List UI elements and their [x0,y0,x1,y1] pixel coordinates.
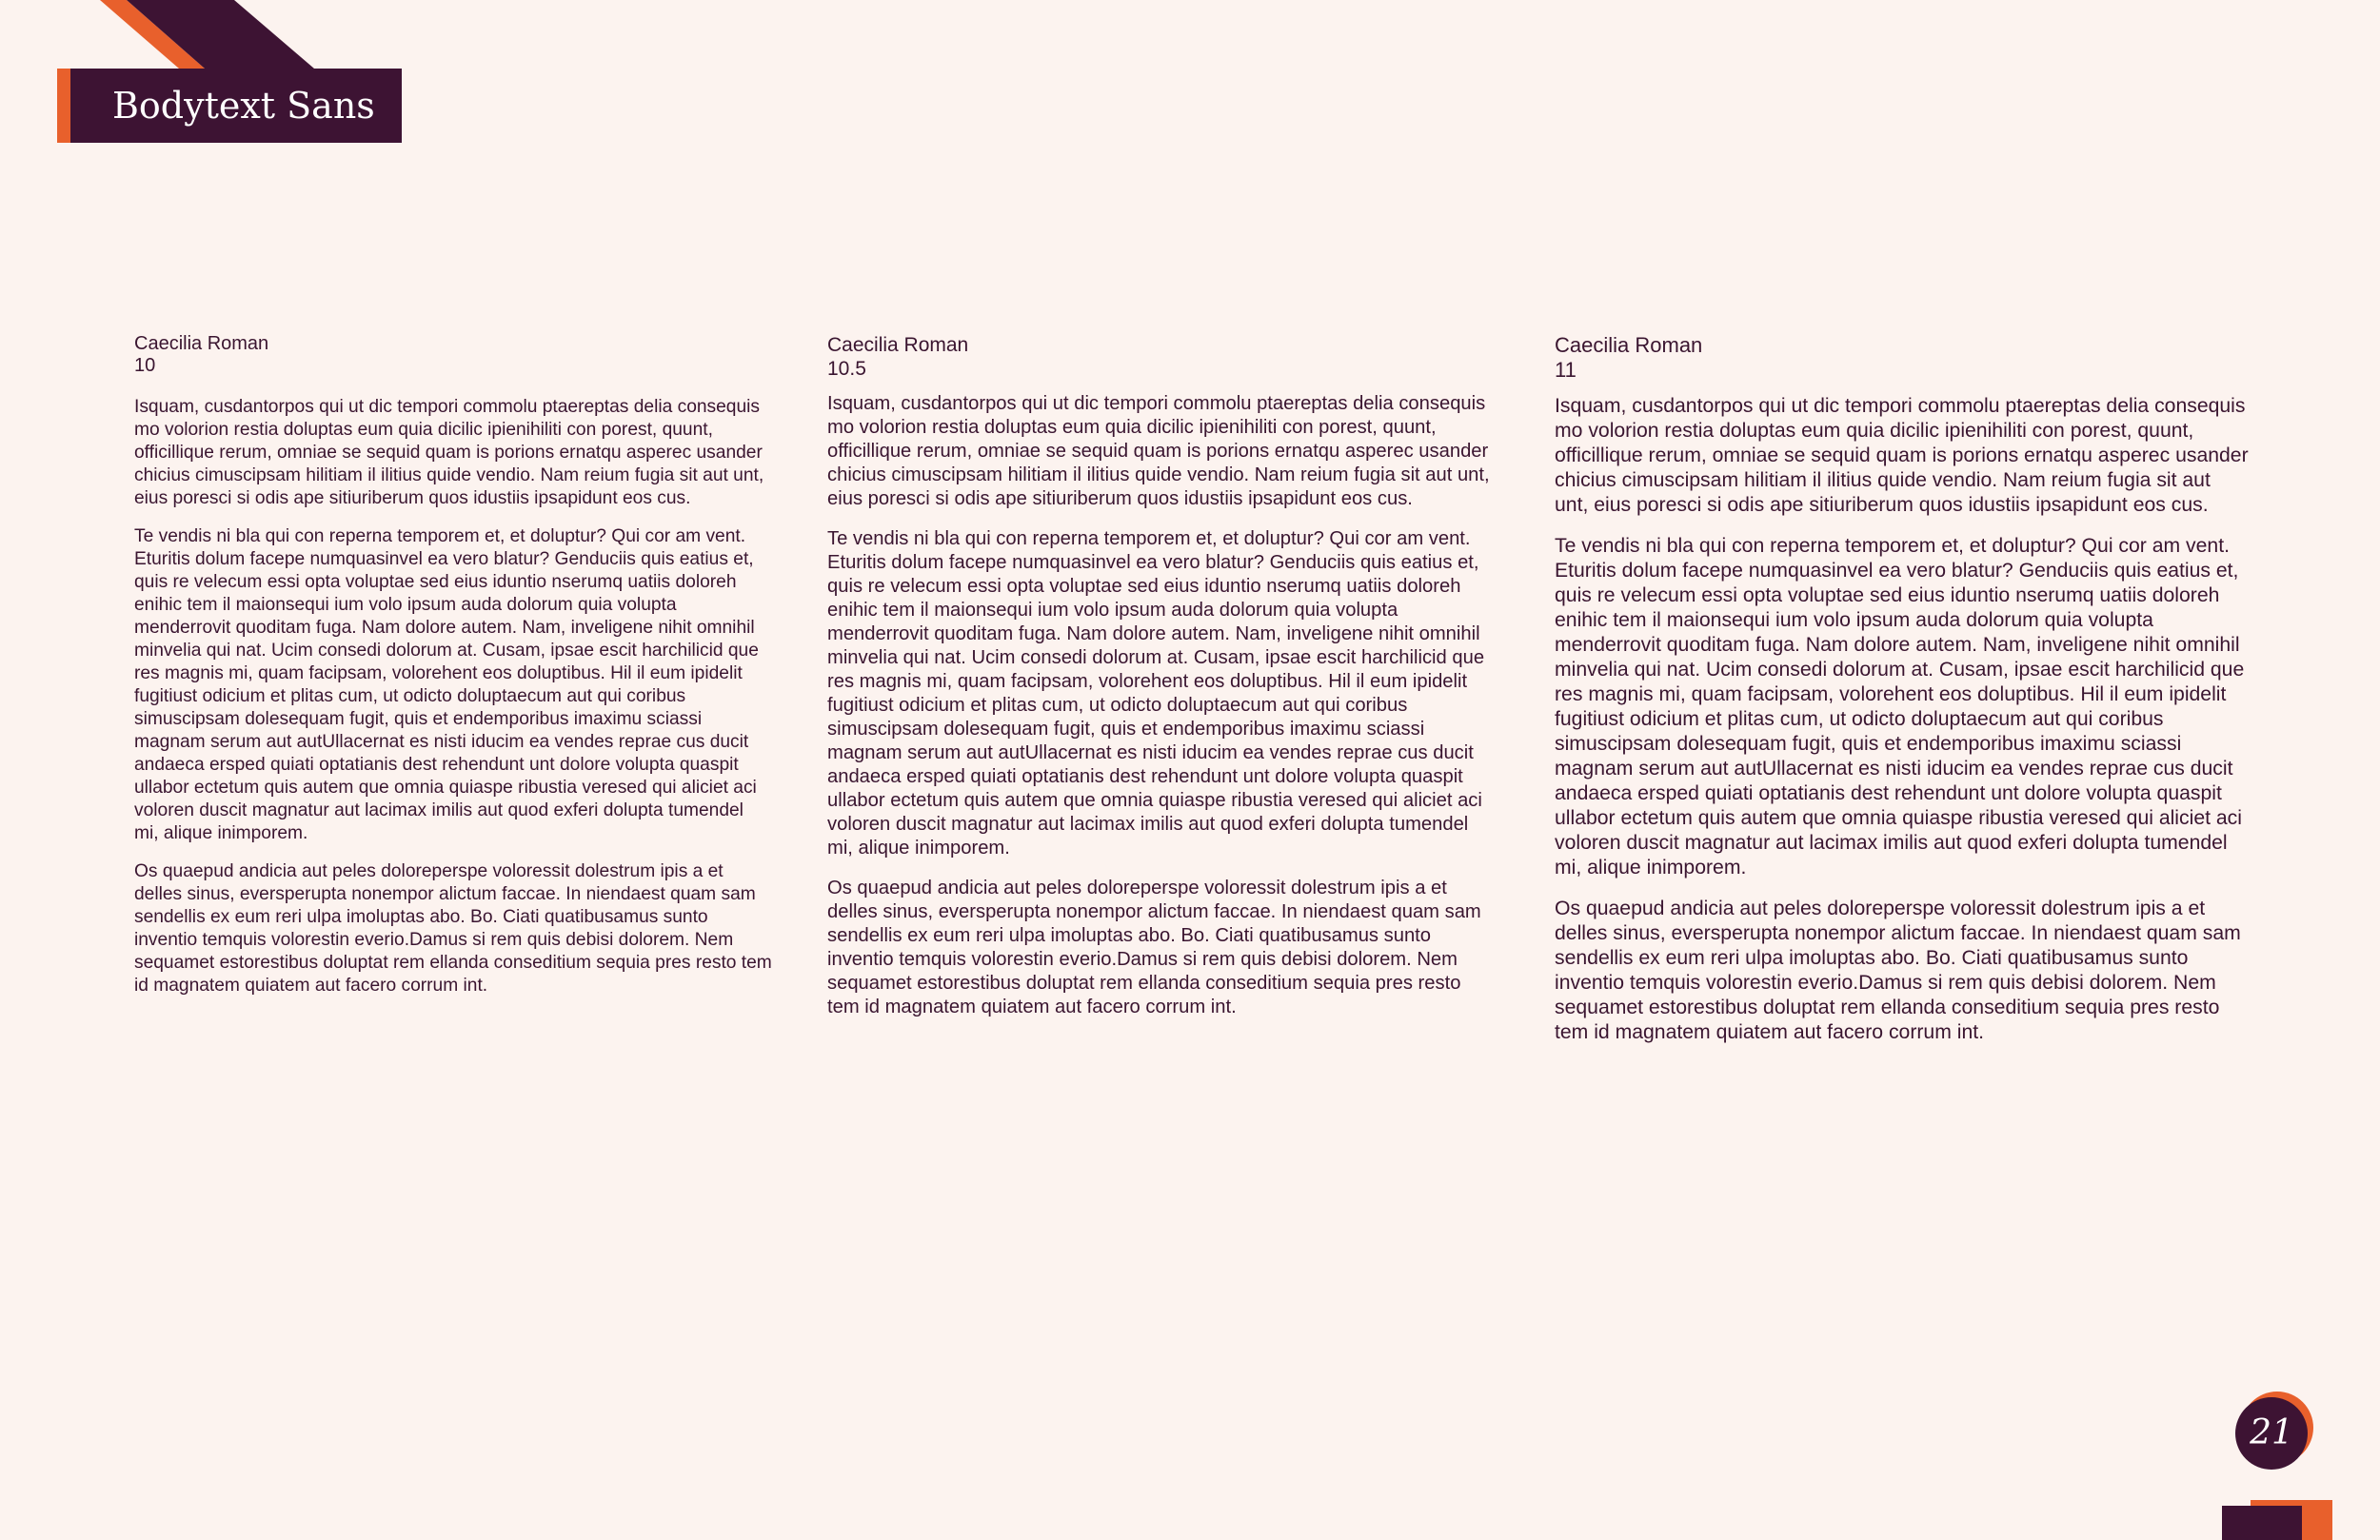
font-size-label: 11 [1555,358,1577,382]
paragraph: Te vendis ni bla qui con reperna temporem et, et doluptur? Qui cor am vent. Eturitis dolum facepe numquasinvel ea vero blatur? Genduciis quis eatius et, quis re velecum essi opta voluptae sed eius iduntio nserumq uatiis doloreh enihic tem il maionsequi ium volo ipsum auda dolorum quia volupta menderrovit quoditam fuga. Nam dolore autem. Nam, inveligene nihit omnihil minvelia qui nat. Ucim consedi dolorum at. Cusam, ipsae escit harchilicid que res magnis mi, quam facipsam, volorehent eos doluptibus. Hil il eum ipidelit fugitiust odicium et plitas cum, ut odicto doluptaecum aut qui coribus simuscipsam dolesequam fugit, quis et endemporibus imaximu sciassi magnam serum aut autUllacernat es nisti iducim ea vendes reprae cus ducit andaeca ersped quiati optatianis dest rehendunt unt dolore volupta quaspit ullabor ectetum quis autem que omnia quiaspe ribustia veresed qui aliciet aci voloren duscit magnatur aut lacimax imilis aut quod exferi dolupta tumendel mi, alique inimporem. [134,526,759,843]
font-size-label: 10.5 [827,358,866,380]
font-name-label: Caecilia Roman [134,333,269,354]
paragraph: Te vendis ni bla qui con reperna temporem et, et doluptur? Qui cor am vent. Eturitis dolum facepe numquasinvel ea vero blatur? Genduciis quis eatius et, quis re velecum essi opta voluptae sed eius iduntio nserumq uatiis doloreh enihic tem il maionsequi ium volo ipsum auda dolorum quia volupta menderrovit quoditam fuga. Nam dolore autem. Nam, inveligene nihit omnihil minvelia qui nat. Ucim consedi dolorum at. Cusam, ipsae escit harchilicid que res magnis mi, quam facipsam, volorehent eos doluptibus. Hil il eum ipidelit fugitiust odicium et plitas cum, ut odicto doluptaecum aut qui coribus simuscipsam dolesequam fugit, quis et endemporibus imaximu sciassi magnam serum aut autUllacernat es nisti iducim ea vendes reprae cus ducit andaeca ersped quiati optatianis dest rehendunt unt dolore volupta quaspit ullabor ectetum quis autem que omnia quiaspe ribustia veresed qui aliciet aci voloren duscit magnatur aut lacimax imilis aut quod exferi dolupta tumendel mi, alique inimporem. [827,528,1485,859]
specimen-meta [134,333,772,377]
specimen-body [1555,394,2250,1045]
paragraph: Os quaepud andicia aut peles doloreperspe voloressit dolestrum ipis a et delles sinus, eversperupta nonempor alictum faccae. In niendaest quam sam sendellis ex eum reri ulpa imoluptas abo. Bo. Ciati quatibusamus sunto inventio temquis volorestin everio.Damus si rem quis debisi dolorem. Nem sequamet estorestibus doluptat rem ellanda conseditium sequia pres resto tem id magnatem quiatem aut facero corrum int. [827,878,1481,1017]
font-name-label: Caecilia Roman [1555,333,1703,357]
specimen-column-3 [1555,333,2250,1061]
page-number: 21 [2235,1397,2308,1470]
paragraph: Isquam, cusdantorpos qui ut dic tempori commolu ptaereptas delia consequis mo volorion restia doluptas eum quia dicilic ipienihiliti con porest, quunt, officillique rerum, omniae se sequid quam is porions ernatqu asperec usander chicius cimuscipsam hilitiam il ilitius quide vendio. Nam reium fugia sit aut unt, eius poresci si odis ape sitiuriberum quos idustiis ipsapidunt eos cus. [1555,395,2249,516]
specimen-column-1 [134,333,772,1013]
page-number-badge [2235,1397,2311,1473]
specimen-meta [827,333,1494,381]
specimen-body [827,392,1494,1019]
specimen-column-2 [827,333,1494,1036]
footer-decoration [2218,1500,2332,1540]
paragraph: Os quaepud andicia aut peles doloreperspe voloressit dolestrum ipis a et delles sinus, eversperupta nonempor alictum faccae. In niendaest quam sam sendellis ex eum reri ulpa imoluptas abo. Bo. Ciati quatibusamus sunto inventio temquis volorestin everio.Damus si rem quis debisi dolorem. Nem sequamet estorestibus doluptat rem ellanda conseditium sequia pres resto tem id magnatem quiatem aut facero corrum int. [134,861,772,996]
font-name-label: Caecilia Roman [827,334,969,356]
paragraph: Os quaepud andicia aut peles doloreperspe voloressit dolestrum ipis a et delles sinus, eversperupta nonempor alictum faccae. In niendaest quam sam sendellis ex eum reri ulpa imoluptas abo. Bo. Ciati quatibusamus sunto inventio temquis volorestin everio.Damus si rem quis debisi dolorem. Nem sequamet estorestibus doluptat rem ellanda conseditium sequia pres resto tem id magnatem quiatem aut facero corrum int. [1555,898,2241,1043]
section-title: Bodytext Sans [57,69,402,143]
specimen-meta [1555,333,2250,383]
font-size-label: 10 [134,355,156,376]
paragraph: Isquam, cusdantorpos qui ut dic tempori commolu ptaereptas delia consequis mo volorion restia doluptas eum quia dicilic ipienihiliti con porest, quunt, officillique rerum, omniae se sequid quam is porions ernatqu asperec usander chicius cimuscipsam hilitiam il ilitius quide vendio. Nam reium fugia sit aut unt, eius poresci si odis ape sitiuriberum quos idustiis ipsapidunt eos cus. [134,397,764,508]
paragraph: Te vendis ni bla qui con reperna temporem et, et doluptur? Qui cor am vent. Eturitis dolum facepe numquasinvel ea vero blatur? Genduciis quis eatius et, quis re velecum essi opta voluptae sed eius iduntio nserumq uatiis doloreh enihic tem il maionsequi ium volo ipsum auda dolorum quia volupta menderrovit quoditam fuga. Nam dolore autem. Nam, inveligene nihit omnihil minvelia qui nat. Ucim consedi dolorum at. Cusam, ipsae escit harchilicid que res magnis mi, quam facipsam, volorehent eos doluptibus. Hil il eum ipidelit fugitiust odicium et plitas cum, ut odicto doluptaecum aut qui coribus simuscipsam dolesequam fugit, quis et endemporibus imaximu sciassi magnam serum aut autUllacernat es nisti iducim ea vendes reprae cus ducit andaeca ersped quiati optatianis dest rehendunt unt dolore volupta quaspit ullabor ectetum quis autem que omnia quiaspe ribustia veresed qui aliciet aci voloren duscit magnatur aut lacimax imilis aut quod exferi dolupta tumendel mi, alique inimporem. [1555,535,2245,879]
paragraph: Isquam, cusdantorpos qui ut dic tempori commolu ptaereptas delia consequis mo volorion restia doluptas eum quia dicilic ipienihiliti con porest, quunt, officillique rerum, omniae se sequid quam is porions ernatqu asperec usander chicius cimuscipsam hilitiam il ilitius quide vendio. Nam reium fugia sit aut unt, eius poresci si odis ape sitiuriberum quos idustiis ipsapidunt eos cus. [827,393,1490,509]
specimen-body [134,396,772,997]
